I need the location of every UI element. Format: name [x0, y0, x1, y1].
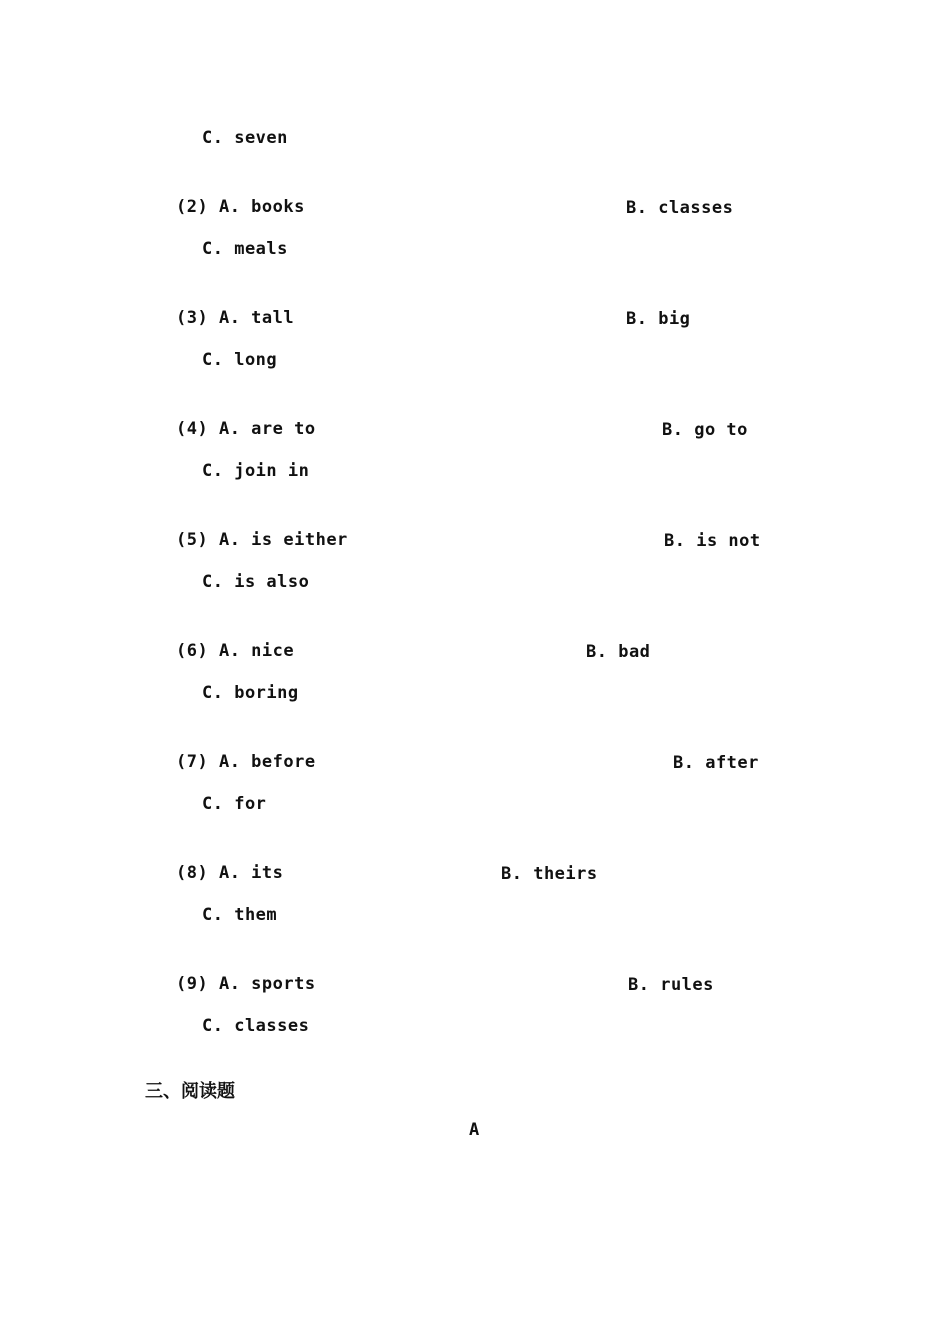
question-7-option-c: C. for: [202, 794, 267, 814]
option-a: A. before: [218, 752, 316, 772]
question-7-option-b: B. after: [673, 753, 759, 773]
option-c-seven: C. seven: [202, 128, 288, 148]
question-5-number-and-option-a: [176, 529, 348, 551]
question-number: (7): [176, 752, 209, 772]
question-number: (8): [176, 863, 209, 883]
option-a: A. are to: [218, 419, 316, 439]
question-3-option-b: B. big: [626, 309, 691, 329]
question-number: (3): [176, 308, 209, 328]
question-4-option-c: C. join in: [202, 461, 310, 481]
question-4-number-and-option-a: [176, 418, 316, 440]
section-title: 三、阅读题: [145, 1081, 235, 1102]
question-5-option-c: C. is also: [202, 572, 310, 592]
option-a: A. is either: [218, 530, 348, 550]
question-9-option-b: B. rules: [628, 975, 714, 995]
question-6-option-c: C. boring: [202, 683, 299, 703]
question-number: (2): [176, 197, 209, 217]
question-3-option-c: C. long: [202, 350, 278, 370]
question-7-number-and-option-a: [176, 751, 316, 773]
question-9-number-and-option-a: [176, 973, 316, 995]
question-8-option-c: C. them: [202, 905, 278, 925]
question-number: (4): [176, 419, 209, 439]
question-8-option-b: B. theirs: [501, 864, 598, 884]
question-8-number-and-option-a: [176, 862, 283, 884]
question-2-number-and-option-a: [176, 196, 305, 218]
question-9-option-c: C. classes: [202, 1016, 310, 1036]
question-6-option-b: B. bad: [586, 642, 651, 662]
passage-label: A: [469, 1120, 480, 1140]
option-a: A. its: [218, 863, 284, 883]
option-a: A. books: [218, 197, 305, 217]
question-number: (6): [176, 641, 209, 661]
question-number: (5): [176, 530, 209, 550]
question-4-option-b: B. go to: [662, 420, 748, 440]
question-3-number-and-option-a: [176, 307, 294, 329]
option-a: A. sports: [218, 974, 316, 994]
option-a: A. nice: [218, 641, 295, 661]
question-6-number-and-option-a: [176, 640, 294, 662]
option-a: A. tall: [218, 308, 295, 328]
question-5-option-b: B. is not: [664, 531, 761, 551]
question-number: (9): [176, 974, 209, 994]
question-2-option-b: B. classes: [626, 198, 734, 218]
question-2-option-c: C. meals: [202, 239, 288, 259]
